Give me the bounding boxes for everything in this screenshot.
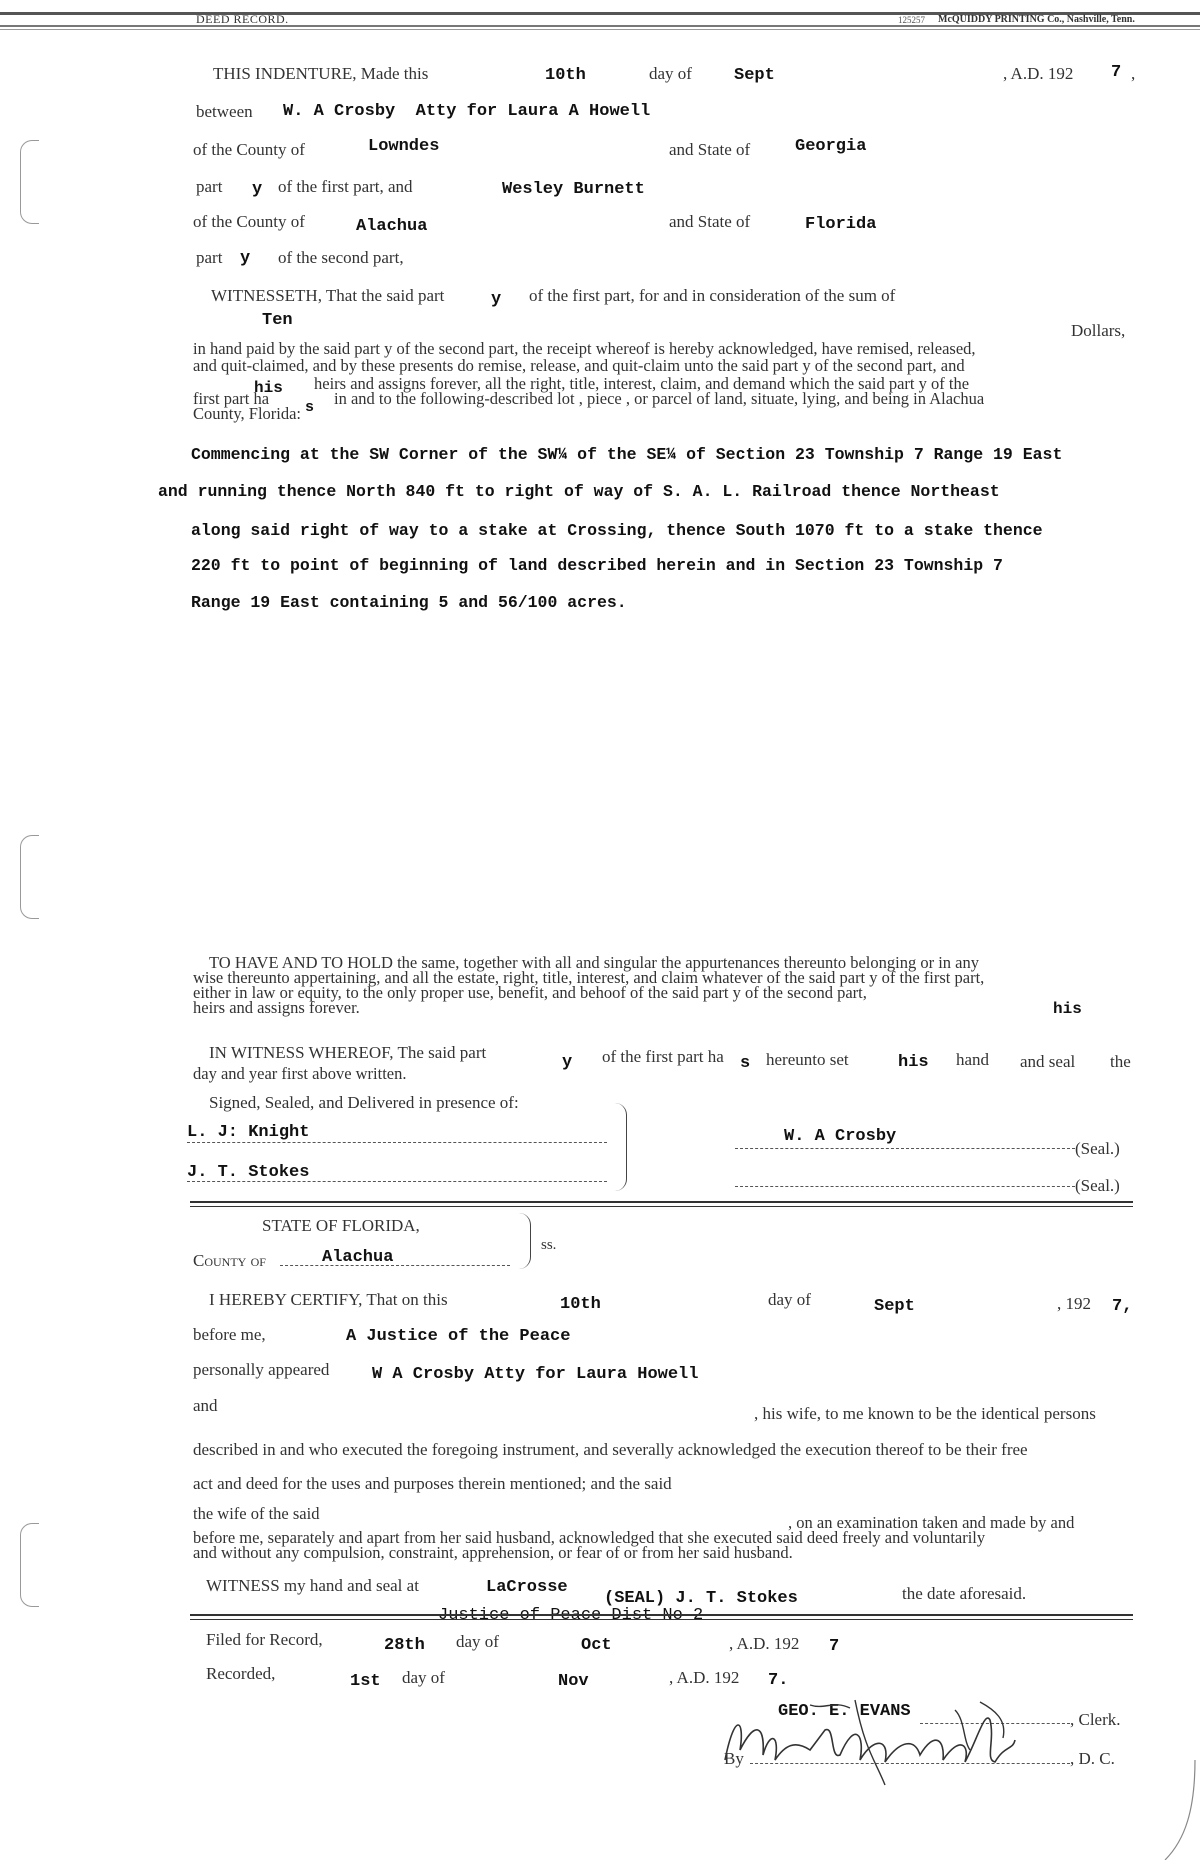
legal-description-line: 220 ft to point of beginning of land described herein and in Section 23 Township 7 <box>191 556 1003 575</box>
header-rule-thin <box>0 29 1200 30</box>
recorded-day-of: day of <box>402 1668 445 1687</box>
signature-bracket <box>612 1103 627 1191</box>
witness-clause-seal: and seal <box>1020 1052 1076 1071</box>
wife-of-text: the wife of the said <box>193 1504 320 1523</box>
binder-hole-mark <box>20 835 39 919</box>
legal-description-line: Commencing at the SW Corner of the SW¼ of the SE¼ of Section 23 Township 7 Range 19 East <box>191 445 1063 464</box>
binder-hole-mark <box>20 140 39 224</box>
county-first-party: Lowndes <box>368 137 440 156</box>
filed-day: 28th <box>384 1636 425 1655</box>
acknowledgment-county: Alachua <box>322 1248 394 1267</box>
deputy-clerk-signature-scribble <box>715 1690 1025 1790</box>
consideration-amount: Ten <box>262 311 293 330</box>
county-underline <box>280 1265 510 1266</box>
first-party-name: W. A Crosby Atty for Laura A Howell <box>283 102 651 121</box>
state-first-party: Georgia <box>795 137 867 156</box>
grantor-signature-line-2 <box>735 1186 1075 1187</box>
notary-seal-signature: (SEAL) J. T. Stokes <box>604 1589 798 1608</box>
indenture-comma: , <box>1131 64 1136 83</box>
header-title: DEED RECORD. <box>196 12 289 26</box>
habendum-his: his <box>1053 1000 1082 1018</box>
header-rule-bottom <box>0 25 1200 27</box>
indenture-month: Sept <box>734 66 775 85</box>
state-label-second: and State of <box>669 212 751 231</box>
signed-sealed-delivered: Signed, Sealed, and Delivered in presence of: <box>209 1093 519 1112</box>
seal-label-1: (Seal.) <box>1075 1139 1120 1158</box>
clerk-label: , Clerk. <box>1070 1710 1121 1729</box>
county-label-second: of the County of <box>193 212 305 231</box>
filed-for-record-label: Filed for Record, <box>206 1630 323 1649</box>
part-suffix-first: y <box>252 180 263 199</box>
before-me-label: before me, <box>193 1325 266 1344</box>
second-party-name: Wesley Burnett <box>502 180 645 199</box>
witnesseth-consideration: of the first part, for and in consideration of the sum of <box>529 286 896 305</box>
second-part-text: of the second part, <box>278 248 404 267</box>
indenture-day-of: day of <box>649 64 692 83</box>
date-aforesaid: the date aforesaid. <box>902 1584 1027 1603</box>
county-second-party: Alachua <box>356 217 428 236</box>
part-suffix-second: y <box>240 249 251 268</box>
legal-description-line: Range 19 East containing 5 and 56/100 acres. <box>191 593 627 612</box>
witness-hand-seal-text: WITNESS my hand and seal at <box>206 1576 419 1595</box>
witnesseth-body-line-2: and quit-claimed, and by these presents do remise, release, and quit-claim unto the said part y of the second part, and <box>193 356 965 375</box>
habendum-line-2: wise thereunto appertaining, and all the estate, right, title, interest, and claim whatever of the said part y of the first part, <box>193 968 985 987</box>
witness-clause-s: s <box>740 1054 751 1073</box>
grantor-signature: W. A Crosby <box>784 1127 897 1146</box>
examination-text: , on an examination taken and made by and <box>788 1513 1075 1532</box>
witnesseth-body-line-3: heirs and assigns forever, all the right, title, interest, claim, and demand which the said part y of the <box>314 374 970 393</box>
certify-year-digit: 7, <box>1112 1297 1133 1316</box>
state-of-florida: STATE OF FLORIDA, <box>262 1216 420 1235</box>
by-label: By <box>724 1749 744 1768</box>
part-label-first: part <box>196 177 223 196</box>
indenture-made-this: THIS INDENTURE, Made this <box>213 64 429 83</box>
witnesseth-his: his <box>254 379 283 397</box>
witnesseth-body-line-5: County, Florida: <box>193 404 302 423</box>
part-label-second: part <box>196 248 223 267</box>
and-label: and <box>193 1396 218 1415</box>
witnesseth-body-line-4a: first part ha <box>193 389 270 408</box>
recorded-ad-label: , A.D. 192 <box>669 1668 740 1687</box>
filing-divider <box>190 1619 1133 1620</box>
recorded-day: 1st <box>350 1672 381 1691</box>
habendum-line-1: TO HAVE AND TO HOLD the same, together with all and singular the appurtenances thereunto belonging or in any <box>209 953 979 972</box>
his-wife-text: , his wife, to me known to be the identical persons <box>754 1404 1096 1423</box>
first-part-text: of the first part, and <box>278 177 413 196</box>
section-divider <box>190 1201 1133 1203</box>
witness-clause-first-part: of the first part ha <box>602 1047 724 1066</box>
witness-clause-line-2: day and year first above written. <box>193 1064 407 1083</box>
certify-day-of: day of <box>768 1290 811 1309</box>
witness-clause-y: y <box>562 1053 573 1072</box>
officer-title: A Justice of the Peace <box>346 1327 571 1346</box>
legal-description-line: along said right of way to a stake at Crossing, thence South 1070 ft to a stake thence <box>191 521 1043 540</box>
filing-divider <box>190 1614 1133 1616</box>
indenture-year-digit: 7 <box>1111 63 1122 82</box>
section-divider <box>190 1206 1133 1207</box>
legal-description-line: and running thence North 840 ft to right of way of S. A. L. Railroad thence Northeast <box>158 482 1000 501</box>
witness-clause-hand: hand <box>956 1050 990 1069</box>
certify-text: I HEREBY CERTIFY, That on this <box>209 1290 448 1309</box>
witnesseth-part-y: y <box>491 290 502 309</box>
filed-day-of: day of <box>456 1632 499 1651</box>
venue-bracket <box>516 1213 531 1269</box>
act-and-deed-text: act and deed for the uses and purposes therein mentioned; and the said <box>193 1474 672 1493</box>
witness-clause-intro: IN WITNESS WHEREOF, The said part <box>209 1043 487 1062</box>
filed-month: Oct <box>581 1636 612 1655</box>
witnesseth-body-line-1: in hand paid by the said part y of the second part, the receipt whereof is hereby acknowledged, have remised, released, <box>193 339 976 358</box>
dollars-label: Dollars, <box>1071 321 1126 340</box>
certify-year-label: , 192 <box>1057 1294 1091 1313</box>
witnesseth-body-line-4b: in and to the following-described lot , piece , or parcel of land, situate, lying, and being in Alachua <box>334 389 985 408</box>
separately-text: before me, separately and apart from her said husband, acknowledged that she executed said deed freely and voluntarily <box>193 1528 986 1547</box>
county-of-label: County of <box>193 1251 266 1270</box>
acknowledgment-place: LaCrosse <box>486 1578 568 1597</box>
witness-signature-line-2 <box>187 1181 607 1182</box>
habendum-line-3: either in law or equity, to the only proper use, benefit, and behoof of the said part y of the second part, <box>193 983 867 1002</box>
clerk-name: GEO. E. EVANS <box>778 1702 911 1721</box>
filed-year-digit: 7 <box>829 1637 840 1656</box>
compulsion-text: and without any compulsion, constraint, apprehension, or fear of or from her said husband. <box>193 1543 793 1562</box>
indenture-ad-label: , A.D. 192 <box>1003 64 1074 83</box>
state-second-party: Florida <box>805 215 877 234</box>
filed-ad-label: , A.D. 192 <box>729 1634 800 1653</box>
county-label-first: of the County of <box>193 140 305 159</box>
personally-appeared-name: W A Crosby Atty for Laura Howell <box>372 1365 699 1384</box>
certify-month: Sept <box>874 1297 915 1316</box>
witness-clause-his: his <box>898 1053 929 1072</box>
between-label: between <box>196 102 253 121</box>
certify-day: 10th <box>560 1295 601 1314</box>
ss-label: ss. <box>541 1237 557 1253</box>
witnesseth-intro: WITNESSETH, That the said part <box>211 286 445 305</box>
recorded-label: Recorded, <box>206 1664 276 1683</box>
state-label-first: and State of <box>669 140 751 159</box>
printer-imprint: McQUIDDY PRINTING Co., Nashville, Tenn. <box>938 14 1135 25</box>
recorded-month: Nov <box>558 1672 589 1691</box>
witness-clause-the: the <box>1110 1052 1131 1071</box>
witness-clause-hereunto: hereunto set <box>766 1050 849 1069</box>
witness-signature-2: J. T. Stokes <box>187 1163 310 1182</box>
seal-label-2: (Seal.) <box>1075 1176 1120 1195</box>
dc-label: , D. C. <box>1070 1749 1115 1768</box>
grantor-signature-line-1 <box>735 1148 1075 1149</box>
indenture-day: 10th <box>545 66 586 85</box>
described-text: described in and who executed the foregoing instrument, and severally acknowledged the execution thereof to be their free <box>193 1440 1028 1459</box>
recorded-year-digit: 7. <box>768 1671 789 1690</box>
witness-signature-1: L. J: Knight <box>187 1123 310 1142</box>
page-edge-curve <box>1160 1760 1200 1860</box>
binder-hole-mark <box>20 1523 39 1607</box>
personally-appeared-label: personally appeared <box>193 1360 330 1379</box>
habendum-line-4: heirs and assigns forever. <box>193 998 360 1017</box>
witness-signature-line-1 <box>187 1142 607 1143</box>
form-number: 125257 <box>898 15 925 25</box>
witnesseth-has-s: s <box>305 399 315 416</box>
